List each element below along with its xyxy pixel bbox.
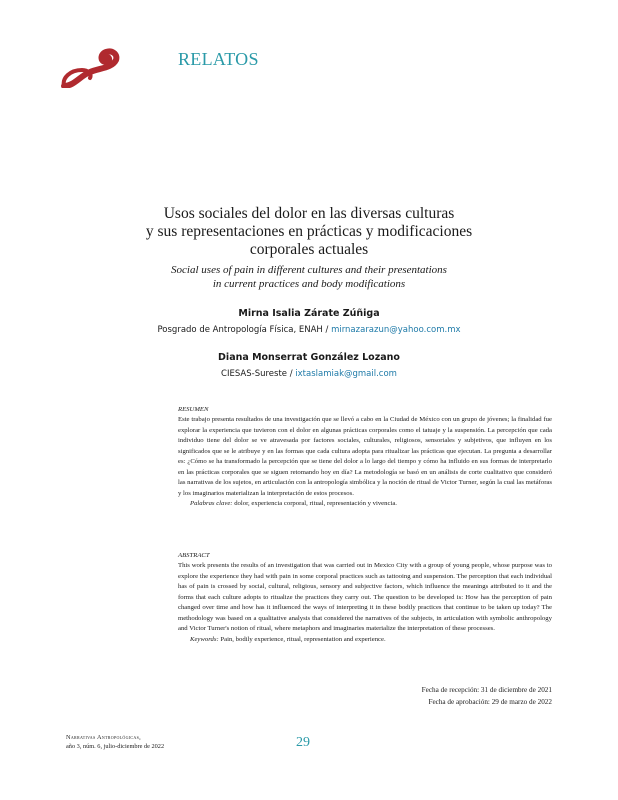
approved-date: Fecha de aprobación: 29 de marzo de 2022 <box>428 698 552 706</box>
resumen-keywords <box>178 499 552 510</box>
author-block <box>60 307 558 336</box>
author-affiliation <box>60 324 558 336</box>
journal-footer <box>66 733 164 751</box>
section-label: RELATOS <box>178 49 259 69</box>
keywords-label: Palabras clave: <box>190 500 233 507</box>
title-line: y sus representaciones en prácticas y modificaciones <box>145 223 473 240</box>
author-name: Mirna Isalia Zárate Zúñiga <box>238 308 380 319</box>
abstract-section <box>178 551 552 645</box>
received-date: Fecha de recepción: 31 de diciembre de 2021 <box>421 686 552 694</box>
abstract-keywords <box>178 635 552 646</box>
title-line: corporales actuales <box>249 241 369 258</box>
keywords-text: Pain, bodily experience, ritual, representation and experience. <box>220 635 386 643</box>
resumen-text: Este trabajo presenta resultados de una investigación que se llevó a cabo en la Ciudad de México con un grupo de jóvenes; la finalidad fue explorar la experiencia que tuvieron con el dolor en algunas prácticas corporales como el tatuaje y la suspensión. La percepción que cada individuo tiene del dolor se ve atravesada por factores sociales, culturales, religiosos, sensoriales y subjetivos, que influyen en los significados que se le atribuye y en las formas que cada cultura adopta para ritualizar las prácticas que ejecutan. La pregunta a desarrollar es: ¿Cómo se ha transformado la percepción que se tiene del dolor a lo largo del tiempo y cómo ha influido en sus formas de interpretarlo en las prácticas corporales que se siguen retomando hoy en día? La metodología se basó en un análisis de corte cualitativo que consideró las narrativas de los sujetos, en articulación con la antropología simbólica y la noción de ritual de Victor Turner, según la cual las metáforas y los imaginarios materializan la interpretación de estos procesos. <box>178 416 552 497</box>
journal-issue: año 3, núm. 6, julio-diciembre de 2022 <box>66 743 165 750</box>
keywords-text: dolor, experiencia corporal, ritual, representación y vivencia. <box>234 500 397 507</box>
article-title <box>60 205 558 259</box>
author-email-link[interactable]: mirnazarazun@yahoo.com.mx <box>331 325 461 335</box>
keywords-label: Keywords: <box>190 635 219 643</box>
spiral-logo-icon <box>60 48 120 88</box>
author-name: Diana Monserrat González Lozano <box>218 352 400 363</box>
abstract-text: This work presents the results of an investigation that was carried out in Mexico City with a group of young people, whose purpose was to explore the experience they had with pain in some corporal practices such as tattooing and suspension. The perception that each individual has of pain is crossed by social, cultural, religious, sensory and subjective factors, which influence the meanings attributed to it and the forms that each culture adopts to ritualize the practices they carry out. The question to be developed is: How has the perception of pain changed over time and how has it influenced the ways of interpreting it in these bodily practices that continue to be taken up today? The methodology was based on a qualitative analysis that considered the narratives of the subjects, in articulation with symbolic anthropology and Victor Turner's notion of ritual, where metaphors and imaginaries materialize the interpretation of these processes. <box>178 562 552 632</box>
affiliation-text: Posgrado de Antropología Física, ENAH / <box>157 325 329 335</box>
author-email-link[interactable]: ixtaslamiak@gmail.com <box>295 369 397 379</box>
resumen-section <box>178 405 552 510</box>
resumen-heading: RESUMEN <box>178 406 209 413</box>
journal-name: Narrativas Antropológicas, <box>66 734 141 741</box>
author-affiliation <box>60 368 558 380</box>
page-number: 29 <box>296 735 310 750</box>
subtitle-line: Social uses of pain in different cultures and their presentations <box>171 264 447 276</box>
author-block <box>60 351 558 380</box>
submission-dates <box>422 684 552 708</box>
abstract-heading: ABSTRACT <box>178 552 210 559</box>
subtitle-line: in current practices and body modifications <box>212 278 406 290</box>
title-line: Usos sociales del dolor en las diversas culturas <box>163 205 455 222</box>
article-subtitle <box>60 263 558 291</box>
affiliation-text: CIESAS-Sureste / <box>221 369 293 379</box>
